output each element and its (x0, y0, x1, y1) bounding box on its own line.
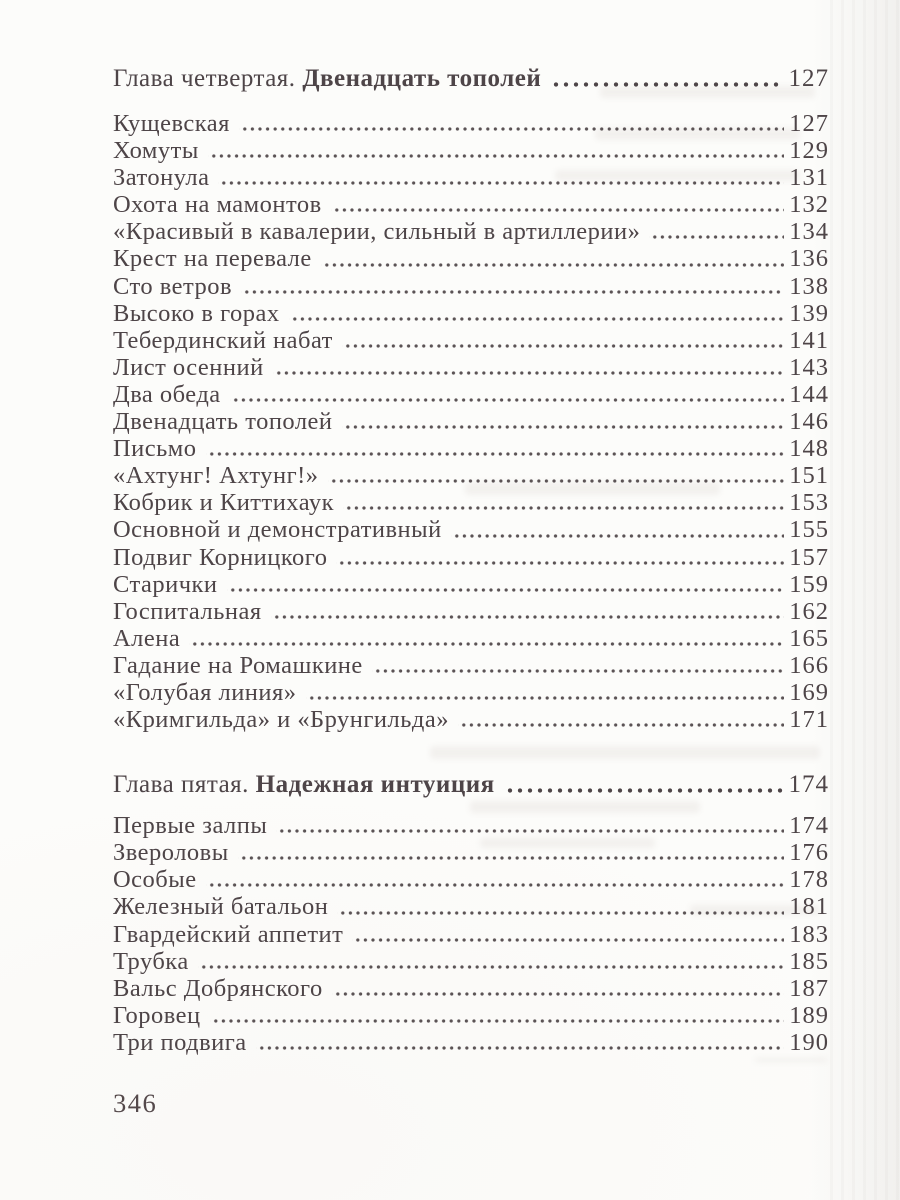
entry-page-number: 131 (789, 164, 829, 192)
dotted-leader (208, 137, 784, 164)
toc-entry (113, 948, 829, 975)
entry-page-number: 144 (789, 380, 829, 408)
dotted-leader (273, 354, 785, 381)
toc-entry (113, 110, 829, 137)
toc-entry (113, 652, 829, 679)
toc-entry (113, 544, 829, 571)
entry-title: Основной и демонстративный (113, 516, 442, 544)
entry-page-number: 143 (789, 353, 829, 381)
toc-entry (113, 300, 829, 327)
entry-title: Хомуты (113, 137, 199, 165)
entry-title: Два обеда (113, 380, 221, 408)
dotted-leader (238, 839, 785, 866)
chapter-page-number: 174 (788, 771, 829, 799)
dotted-leader (189, 625, 784, 652)
entry-page-number: 136 (789, 245, 829, 273)
dotted-leader (337, 893, 784, 920)
entry-title: «Ахтунг! Ахтунг!» (113, 462, 319, 490)
entry-title: Первые залпы (113, 812, 268, 840)
dotted-leader (256, 1029, 785, 1056)
entry-page-number: 185 (789, 947, 829, 975)
entry-page-number: 189 (789, 1001, 829, 1029)
toc-entry (113, 1029, 829, 1056)
page-number: 346 (113, 1088, 158, 1118)
chapter-heading-row (113, 770, 829, 800)
entry-title: Горовец (113, 1001, 201, 1029)
dotted-leader (271, 598, 785, 625)
entry-title: Крест на перевале (113, 245, 312, 273)
toc-entry (113, 408, 829, 435)
entry-page-number: 176 (789, 839, 829, 867)
entry-page-number: 190 (789, 1028, 829, 1056)
entry-page-number: 183 (789, 920, 829, 948)
entry-title: Сто ветров (113, 272, 233, 300)
entry-title: Гвардейский аппетит (113, 920, 344, 948)
entry-title: «Кримгильда» и «Брунгильда» (113, 706, 449, 734)
entry-title: Трубка (113, 947, 189, 975)
table-of-contents (113, 64, 829, 1056)
entry-title: Охота на мамонтов (113, 191, 322, 219)
entry-page-number: 134 (789, 218, 829, 246)
entry-title: Особые (113, 866, 197, 894)
toc-entry (113, 921, 829, 948)
entry-page-number: 169 (789, 678, 829, 706)
toc-entry (113, 435, 829, 462)
toc-entry (113, 516, 829, 543)
dotted-leader (328, 462, 785, 489)
toc-entry (113, 218, 829, 245)
entry-page-number: 153 (789, 489, 829, 517)
dotted-leader (206, 866, 785, 893)
entry-page-number: 162 (789, 597, 829, 625)
dotted-leader (342, 327, 784, 354)
dotted-leader (210, 1002, 785, 1029)
entry-page-number: 187 (789, 974, 829, 1002)
entry-page-number: 141 (789, 326, 829, 354)
toc-entry (113, 354, 829, 381)
toc-entry (113, 975, 829, 1002)
entry-title: Госпитальная (113, 597, 262, 625)
toc-section-1 (113, 64, 829, 733)
entry-title: Алена (113, 624, 181, 652)
toc-entry (113, 245, 829, 272)
entry-page-number: 157 (789, 543, 829, 571)
toc-section-2 (113, 770, 829, 1056)
toc-entry (113, 866, 829, 893)
toc-entry (113, 191, 829, 218)
chapter-title: Двенадцать тополей (302, 65, 542, 92)
chapter-heading-row (113, 64, 829, 94)
entry-title: Высоко в горах (113, 299, 280, 327)
dotted-leader (352, 921, 784, 948)
entry-page-number: 166 (789, 651, 829, 679)
dotted-leader (458, 706, 784, 733)
entry-title: Три подвига (113, 1028, 247, 1056)
toc-entry (113, 327, 829, 354)
dotted-leader (649, 218, 784, 245)
dotted-leader (218, 164, 784, 191)
chapter-prefix: Глава четвертая. (113, 65, 303, 92)
dotted-leader (321, 245, 784, 272)
entry-title: Двенадцать тополей (113, 408, 333, 436)
entry-page-number: 138 (789, 272, 829, 300)
entry-title: Кобрик и Киттихаук (113, 489, 334, 517)
toc-entry (113, 1002, 829, 1029)
dotted-leader (306, 679, 785, 706)
dotted-leader (198, 948, 785, 975)
toc-entry (113, 381, 829, 408)
dotted-leader (289, 300, 785, 327)
entry-page-number: 151 (789, 462, 829, 490)
dotted-leader (332, 975, 785, 1002)
entry-title: Затонула (113, 164, 210, 192)
entry-title: Железный батальон (113, 893, 329, 921)
dotted-leader (336, 544, 784, 571)
entry-title: Подвиг Корницкого (113, 543, 328, 571)
toc-entry (113, 839, 829, 866)
dotted-leader (227, 571, 785, 598)
dotted-leader (343, 489, 784, 516)
entry-page-number: 127 (789, 110, 829, 137)
entry-page-number: 165 (789, 624, 829, 652)
dotted-leader (239, 110, 784, 137)
toc-entry (113, 625, 829, 652)
dotted-leader (451, 516, 785, 543)
toc-entry (113, 706, 829, 733)
entry-title: Кущевская (113, 110, 230, 137)
dotted-leader (241, 273, 784, 300)
chapter-title: Надежная интуиция (255, 771, 495, 799)
entry-title: Лист осенний (113, 353, 264, 381)
entry-title: Тебердинский набат (113, 326, 333, 354)
dotted-leader (276, 812, 784, 839)
entry-title: Гадание на Ромашкине (113, 651, 363, 679)
dotted-leader (503, 770, 783, 800)
entry-page-number: 178 (789, 866, 829, 894)
dotted-leader (549, 64, 782, 94)
chapter-page-number: 127 (788, 65, 829, 92)
toc-entry (113, 489, 829, 516)
entry-title: Письмо (113, 435, 197, 463)
toc-entry (113, 164, 829, 191)
dotted-leader (342, 408, 785, 435)
entry-page-number: 181 (789, 893, 829, 921)
toc-entry (113, 598, 829, 625)
entry-title: «Голубая линия» (113, 678, 297, 706)
toc-entry (113, 679, 829, 706)
dotted-leader (206, 435, 785, 462)
chapter-entry-list (113, 812, 829, 1056)
entry-page-number: 174 (789, 812, 829, 840)
entry-page-number: 171 (789, 706, 829, 734)
entry-title: Старички (113, 570, 218, 598)
dotted-leader (331, 191, 785, 218)
dotted-leader (372, 652, 784, 679)
entry-title: Звероловы (113, 839, 229, 867)
entry-page-number: 155 (789, 516, 829, 544)
entry-title: Вальс Добрянского (113, 974, 323, 1002)
chapter-prefix: Глава пятая. (113, 771, 256, 799)
entry-page-number: 159 (789, 570, 829, 598)
toc-entry (113, 812, 829, 839)
toc-entry (113, 571, 829, 598)
toc-entry (113, 462, 829, 489)
entry-page-number: 146 (789, 408, 829, 436)
dotted-leader (230, 381, 785, 408)
entry-page-number: 139 (789, 299, 829, 327)
entry-page-number: 148 (789, 435, 829, 463)
entry-title: «Красивый в кавалерии, сильный в артиллерии» (113, 218, 641, 246)
entry-page-number: 132 (789, 191, 829, 219)
toc-entry (113, 137, 829, 164)
chapter-entry-list (113, 110, 829, 733)
toc-entry (113, 893, 829, 920)
ghost-showthrough (755, 1058, 827, 1062)
toc-entry (113, 273, 829, 300)
entry-page-number: 129 (789, 137, 829, 165)
